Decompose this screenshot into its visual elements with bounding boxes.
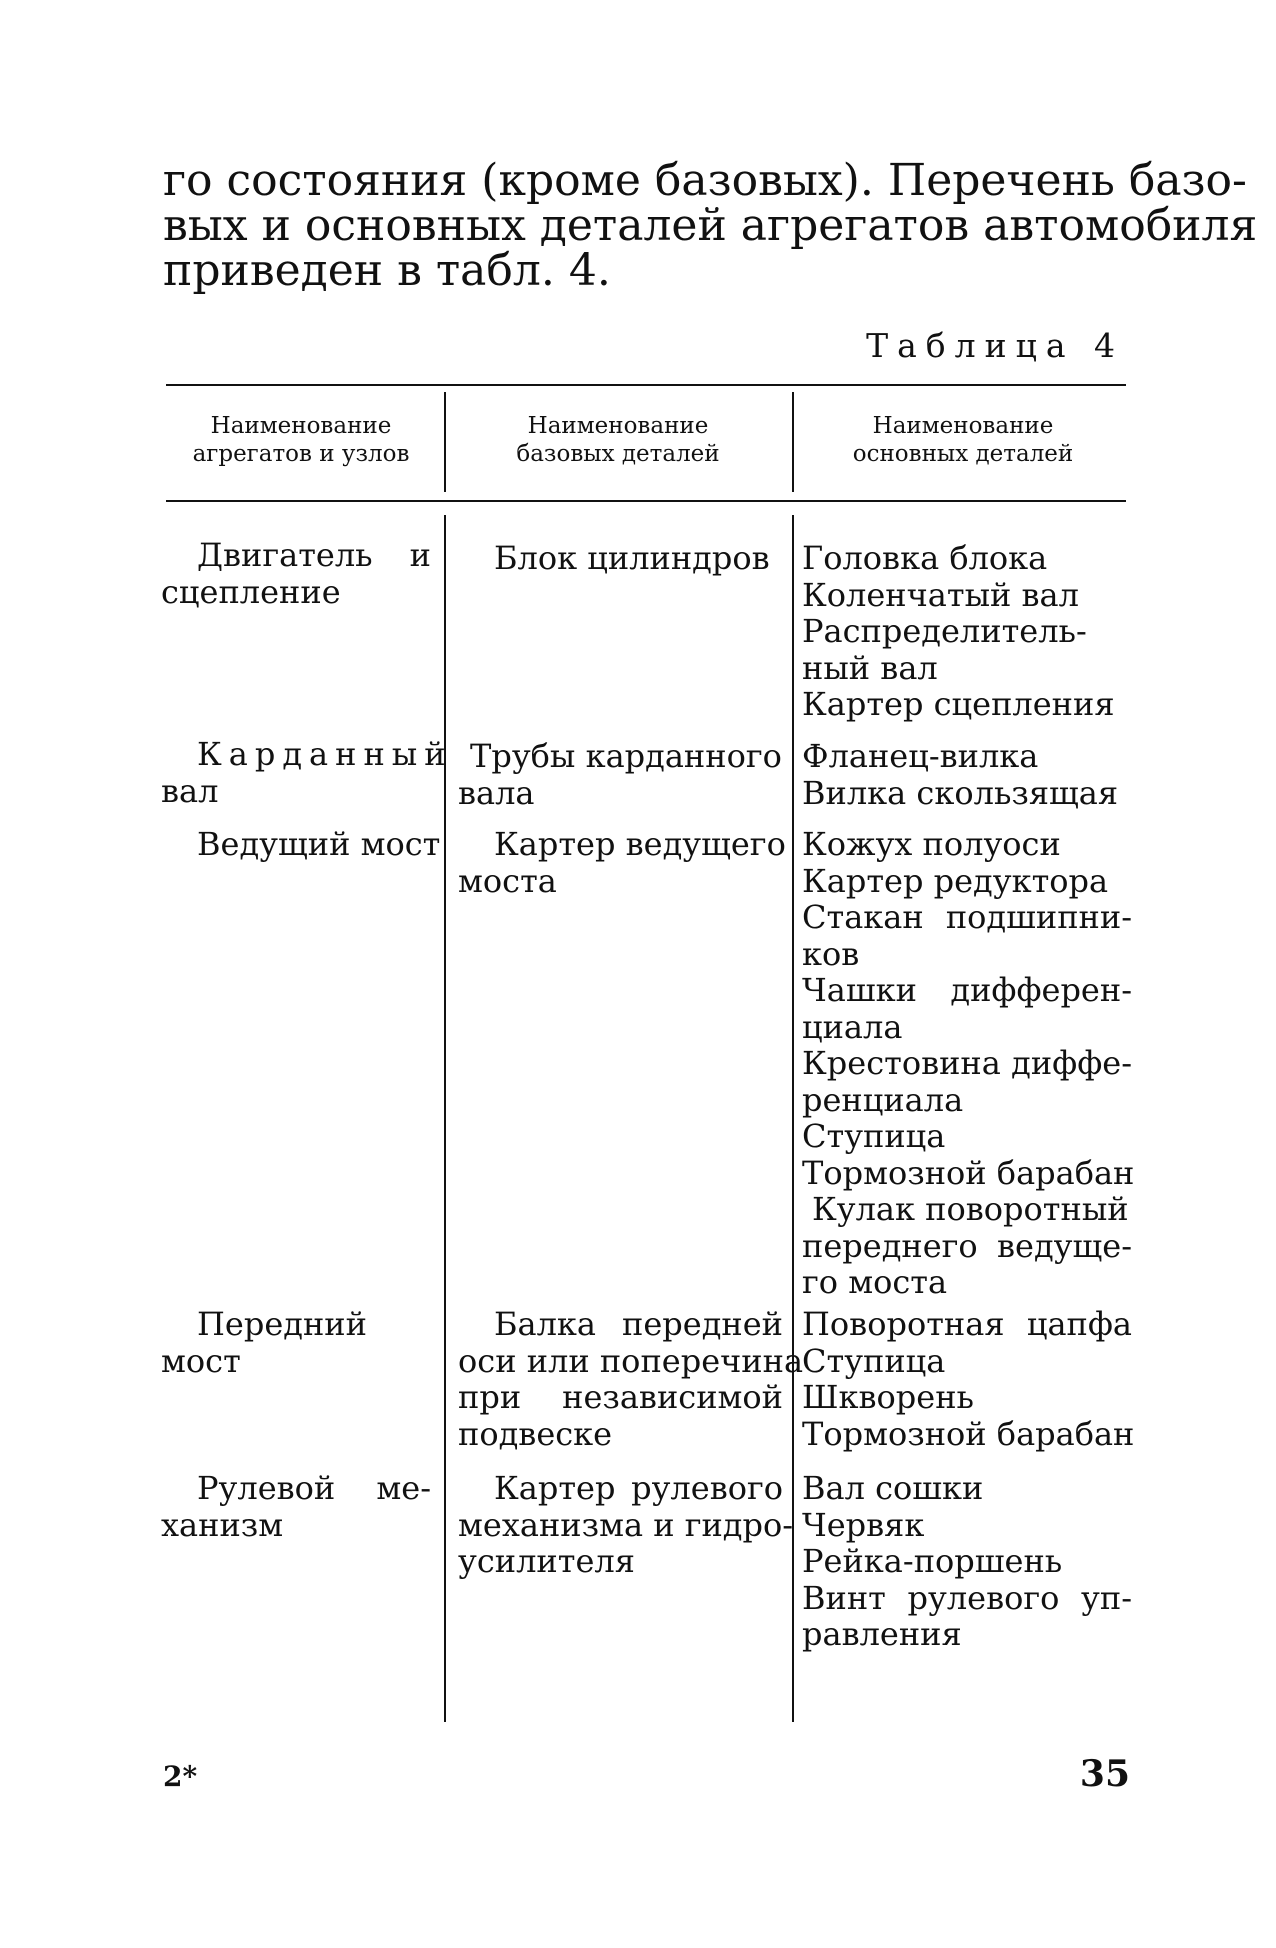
cell-line: Ведущий мост <box>197 825 441 863</box>
cell-line: Рейка-поршень <box>802 1542 1063 1580</box>
table-cell-base <box>458 1305 804 1453</box>
cell-line: Картер сцепления <box>802 685 1115 723</box>
table-cell-main <box>802 1305 1135 1453</box>
cell-line: Поворотная цапфа <box>802 1305 1132 1343</box>
cell-line: Винт рулевого уп- <box>802 1578 1132 1617</box>
cell-line: Шкворень <box>802 1378 974 1416</box>
cell-line: оси или поперечина <box>458 1341 804 1380</box>
cell-line: мост <box>161 1341 241 1380</box>
table-cell-base <box>458 540 783 577</box>
cell-line: Головка блока <box>802 539 1048 577</box>
table-cell-main <box>802 1470 1132 1653</box>
cell-line: Тормозной барабан <box>802 1414 1135 1453</box>
table-cell-unit <box>161 537 431 610</box>
cell-line: циала <box>802 1007 903 1046</box>
cell-line: Картер редуктора <box>802 861 1109 900</box>
table-cell-base <box>458 738 783 811</box>
cell-line: усилителя <box>458 1542 635 1580</box>
cell-line: механизма и гидро- <box>458 1505 794 1544</box>
cell-line: Фланец-вилка <box>802 737 1039 775</box>
cell-line: Рулевой ме- <box>197 1469 431 1507</box>
table-cell-unit <box>161 825 441 863</box>
cell-line: Передний <box>197 1305 367 1343</box>
cell-line: Трубы карданного <box>470 737 782 775</box>
cell-line: Кожух полуоси <box>802 825 1061 863</box>
cell-line: Картер ведущего <box>494 825 786 863</box>
cell-line: Коленчатый вал <box>802 575 1079 614</box>
cell-line: переднего ведуще- <box>802 1226 1132 1265</box>
table-cell-base <box>458 1469 794 1580</box>
table-cell-unit <box>161 1306 431 1379</box>
table-top-rule <box>166 384 1126 386</box>
cell-line: Тормозной барабан <box>802 1153 1135 1192</box>
cell-line: при независимой <box>458 1378 783 1416</box>
header-line: Наименование <box>872 413 1054 439</box>
cell-line: Червяк <box>802 1505 925 1544</box>
header-units <box>166 412 436 468</box>
cell-line: Картер рулевого <box>494 1469 783 1507</box>
cell-line: вала <box>458 773 535 812</box>
cell-line: ный вал <box>802 648 938 687</box>
column-divider <box>444 515 446 1722</box>
table-caption: Таблица 4 <box>866 326 1124 365</box>
intro-line: приведен в табл. 4. <box>163 245 611 296</box>
cell-line: Вилка скользящая <box>802 773 1119 812</box>
cell-line: сцепление <box>161 572 341 611</box>
table-cell-base <box>458 825 786 900</box>
column-divider <box>444 392 446 492</box>
table-cell-main <box>802 738 1132 811</box>
cell-line: Распределитель- <box>802 612 1087 650</box>
cell-line: ханизм <box>161 1505 284 1544</box>
table-cell-unit <box>161 1470 431 1543</box>
header-line: агрегатов и узлов <box>192 441 410 467</box>
cell-line: Чашки дифферен- <box>802 971 1132 1009</box>
cell-line: ренциала <box>802 1080 964 1119</box>
cell-line: моста <box>458 861 557 900</box>
cell-line: Двигатель и <box>197 536 431 574</box>
cell-line: Ступица <box>802 1341 946 1380</box>
cell-line: равления <box>802 1615 962 1653</box>
header-line: Наименование <box>527 413 709 439</box>
intro-line: вых и основных деталей агрегатов автомобиля <box>163 200 1258 251</box>
header-line: Наименование <box>210 413 392 439</box>
table-header-rule <box>166 500 1126 502</box>
table-cell-unit <box>161 735 453 810</box>
intro-paragraph <box>163 155 1258 296</box>
intro-line: го состояния (кроме базовых). Перечень базо- <box>163 155 1247 206</box>
page-number: 35 <box>1079 1753 1130 1795</box>
cell-line: Крестовина диффе- <box>802 1044 1132 1082</box>
header-base-parts <box>452 412 784 468</box>
cell-line: го моста <box>802 1263 948 1301</box>
cell-line: ков <box>802 934 860 973</box>
cell-line: Блок цилиндров <box>494 539 770 577</box>
column-divider <box>792 392 794 492</box>
cell-line: Балка передней <box>494 1305 783 1343</box>
cell-line: Стакан подшипни- <box>802 898 1132 936</box>
cell-line: Ступица <box>802 1117 946 1155</box>
header-line: основных деталей <box>852 441 1074 467</box>
table-cell-main <box>802 540 1132 723</box>
signature-mark: 2* <box>163 1760 198 1793</box>
cell-line: Кулак поворотный <box>812 1190 1129 1228</box>
cell-line: подвеске <box>458 1414 613 1453</box>
table-cell-main <box>802 825 1135 1301</box>
cell-line: Карданный <box>197 735 453 773</box>
cell-line: Вал сошки <box>802 1469 984 1507</box>
header-main-parts <box>800 412 1126 468</box>
header-line: базовых деталей <box>516 441 720 467</box>
cell-line: вал <box>161 771 219 810</box>
